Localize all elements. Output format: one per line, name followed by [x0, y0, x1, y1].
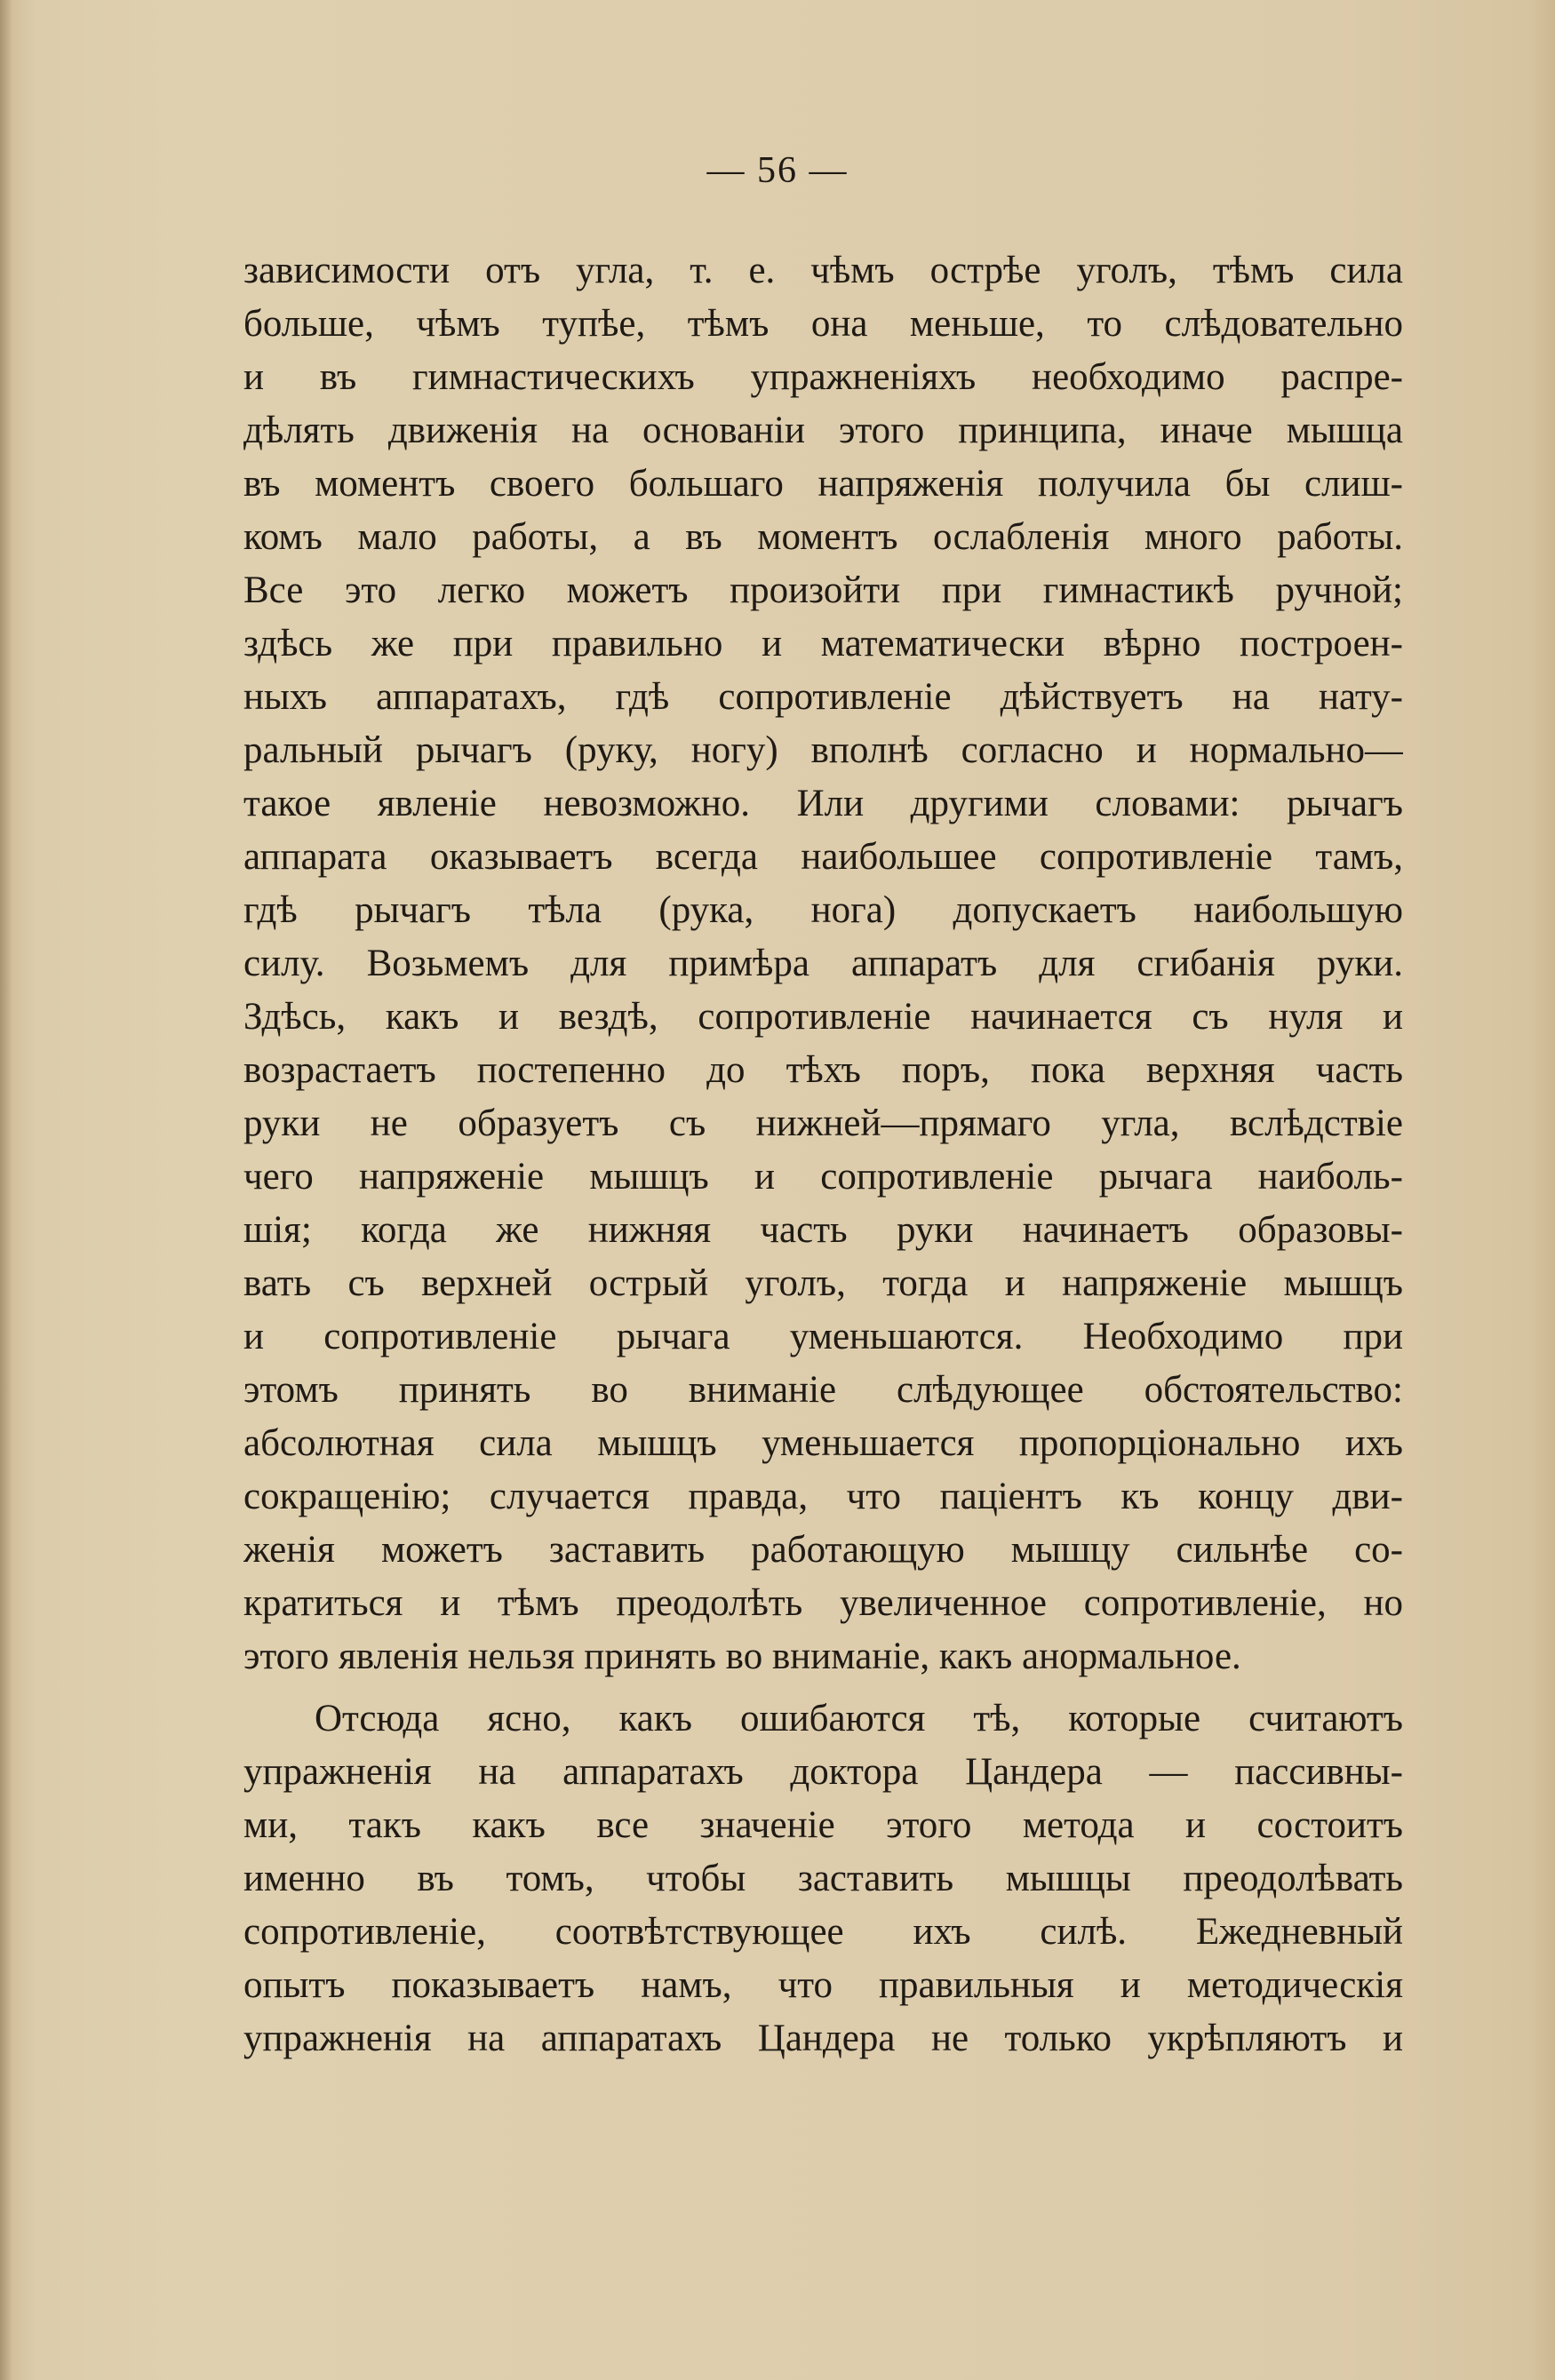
text-line: этого явленія нельзя принять во вниманіе, какъ анормальное. [243, 1636, 1241, 1677]
text-line: комъ мало работы, а въ моментъ ослабленія много работы. [243, 516, 1403, 558]
text-line: въ моментъ своего большаго напряженія получила бы слиш- [243, 463, 1403, 505]
paragraph-2 [243, 1692, 1403, 2066]
text-line: упражненія на аппаратахъ доктора Цандера — пассивны- [243, 1751, 1403, 1793]
text-line: ныхъ аппаратахъ, гдѣ сопротивленіе дѣйствуетъ на нату- [243, 676, 1403, 718]
body-text [243, 244, 1403, 2066]
text-line: Все это легко можетъ произойти при гимнастикѣ ручной; [243, 569, 1403, 611]
text-line: сокращенію; случается правда, что паціентъ къ концу дви- [243, 1476, 1403, 1517]
text-line: силу. Возьмемъ для примѣра аппаратъ для сгибанія руки. [243, 943, 1403, 984]
text-line: кратиться и тѣмъ преодолѣть увеличенное сопротивленіе, но [243, 1582, 1403, 1624]
text-line: гдѣ рычагъ тѣла (рука, нога) допускаетъ наибольшую [243, 889, 1403, 931]
text-line: руки не образуетъ съ нижней—прямаго угла, вслѣдствіе [243, 1102, 1403, 1144]
text-line: шія; когда же нижняя часть руки начинаетъ образовы- [243, 1209, 1403, 1251]
text-line: опытъ показываетъ намъ, что правильныя и методическія [243, 1964, 1403, 2006]
paragraph-1 [243, 244, 1403, 1684]
spine-shadow [0, 0, 12, 2380]
text-line: ральный рычагъ (руку, ногу) вполнѣ согласно и нормально— [243, 729, 1403, 771]
text-line: зависимости отъ угла, т. е. чѣмъ острѣе уголъ, тѣмъ сила [243, 250, 1403, 291]
page-number: — 56 — [706, 150, 849, 191]
text-line: абсолютная сила мышцъ уменьшается пропорціонально ихъ [243, 1422, 1403, 1464]
text-line: больше, чѣмъ тупѣе, тѣмъ она меньше, то слѣдовательно [243, 303, 1403, 345]
text-line: сопротивленіе, соотвѣтствующее ихъ силѣ. Ежедневный [243, 1911, 1403, 1953]
text-line: дѣлять движенія на основаніи этого принципа, иначе мышца [243, 410, 1403, 451]
text-line: Здѣсь, какъ и вездѣ, сопротивленіе начинается съ нуля и [243, 996, 1403, 1038]
text-line: аппарата оказываетъ всегда наибольшее сопротивленіе тамъ, [243, 836, 1403, 878]
text-line: этомъ принять во вниманіе слѣдующее обстоятельство: [243, 1369, 1403, 1411]
text-line: именно въ томъ, чтобы заставить мышцы преодолѣвать [243, 1858, 1403, 1899]
text-line: вать съ верхней острый уголъ, тогда и напряженіе мышцъ [243, 1262, 1403, 1304]
text-line: ми, такъ какъ все значеніе этого метода и состоитъ [243, 1804, 1403, 1846]
text-line: возрастаетъ постепенно до тѣхъ поръ, пока верхняя часть [243, 1049, 1403, 1091]
text-line: здѣсь же при правильно и математически вѣрно построен- [243, 623, 1403, 665]
text-line: и сопротивленіе рычага уменьшаются. Необходимо при [243, 1316, 1403, 1357]
text-line: Отсюда ясно, какъ ошибаются тѣ, которые считаютъ [315, 1698, 1403, 1739]
text-line: женія можетъ заставить работающую мышцу сильнѣе со- [243, 1529, 1403, 1571]
text-line: чего напряженіе мышцъ и сопротивленіе рычага наиболь- [243, 1156, 1403, 1198]
text-line: и въ гимнастическихъ упражненіяхъ необходимо распре- [243, 356, 1403, 398]
text-line: такое явленіе невозможно. Или другими словами: рычагъ [243, 783, 1403, 824]
text-line: упражненія на аппаратахъ Цандера не только укрѣпляютъ и [243, 2018, 1403, 2059]
